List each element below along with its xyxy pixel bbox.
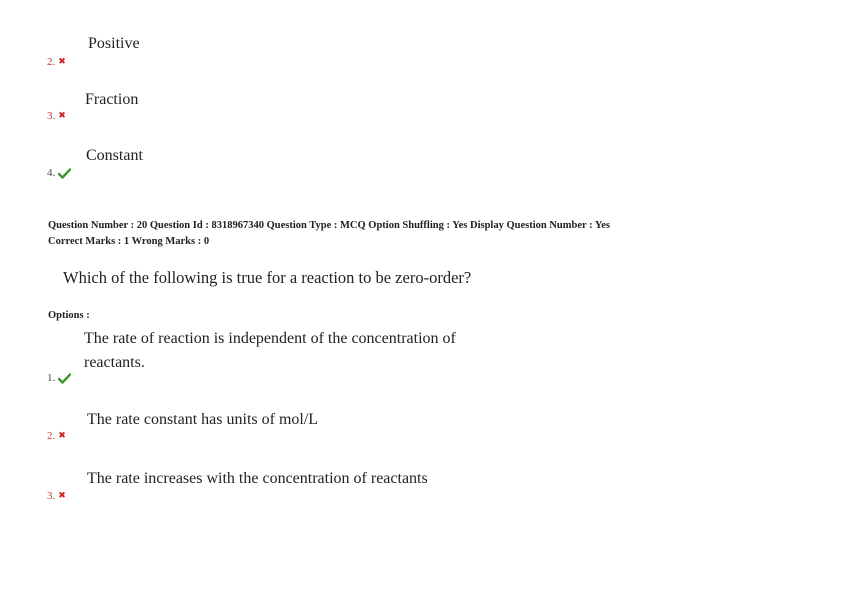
option-text: The rate of reaction is independent of the concentration of — [84, 330, 456, 347]
cross-icon: ✖ — [58, 56, 66, 67]
option-number-label: 3. — [47, 490, 56, 502]
options-label: Options : — [48, 310, 90, 321]
option-text: Fraction — [85, 91, 139, 108]
question-text: Which of the following is true for a reaction to be zero-order? — [63, 268, 472, 287]
cross-icon: ✖ — [58, 430, 66, 441]
option-number — [47, 110, 66, 122]
option-text: Positive — [88, 35, 140, 52]
option-number-label: 1. — [47, 372, 56, 384]
option-number-label: 2. — [47, 430, 56, 442]
option-number-label: 4. — [47, 167, 56, 179]
option-number-label: 2. — [47, 56, 56, 68]
option-text: Constant — [86, 147, 143, 164]
check-icon — [58, 168, 71, 179]
option-number — [47, 56, 66, 68]
question-meta-line1: Question Number : 20 Question Id : 8318967340 Question Type : MCQ Option Shuffling : Yes Display Question Number : Yes — [48, 220, 611, 231]
option-text-continued: reactants. — [84, 354, 145, 371]
question-meta-line2: Correct Marks : 1 Wrong Marks : 0 — [48, 236, 210, 247]
option-number — [47, 372, 71, 384]
check-icon — [58, 373, 71, 384]
cross-icon: ✖ — [58, 490, 66, 501]
option-number — [47, 167, 71, 179]
option-number — [47, 490, 66, 502]
cross-icon: ✖ — [58, 110, 66, 121]
option-text: The rate increases with the concentration of reactants — [87, 470, 428, 487]
option-number-label: 3. — [47, 110, 56, 122]
option-number — [47, 430, 66, 442]
option-text: The rate constant has units of mol/L — [87, 411, 319, 428]
